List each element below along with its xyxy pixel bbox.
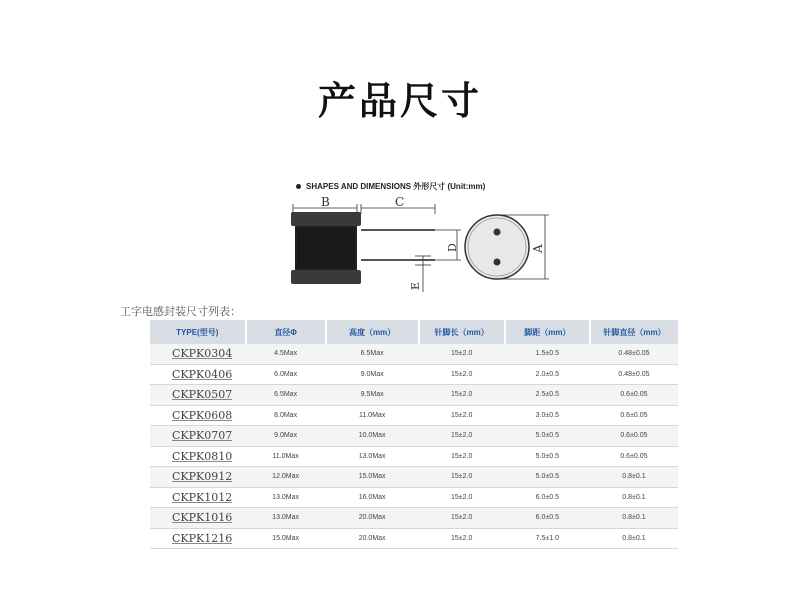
cell-pin-pitch: 6.0±0.5 [505, 508, 590, 529]
dimension-label-e: E [409, 281, 422, 290]
cell-pin-pitch: 6.0±0.5 [505, 487, 590, 508]
dimension-label-d: D [446, 243, 459, 252]
cell-diameter: 6.5Max [246, 385, 326, 406]
table-row [150, 364, 678, 385]
cell-pin-diameter: 0.6±0.05 [590, 405, 678, 426]
cell-diameter: 12.0Max [246, 467, 326, 488]
cell-height: 9.0Max [326, 364, 419, 385]
cell-pin-pitch: 7.5±1.0 [505, 528, 590, 549]
dimension-e [409, 256, 431, 292]
table-header-row [150, 320, 678, 344]
table-row [150, 344, 678, 364]
cell-height: 10.0Max [326, 426, 419, 447]
cell-diameter: 15.0Max [246, 528, 326, 549]
dimension-label-c: C [395, 195, 405, 209]
dimension-b [293, 195, 357, 214]
cell-pin-pitch: 1.5±0.5 [505, 344, 590, 364]
dimension-c [361, 195, 435, 214]
cell-type: CKPK1016 [150, 508, 246, 529]
cell-type: CKPK0406 [150, 364, 246, 385]
table-caption: 工字电感封装尺寸列表： [120, 305, 241, 318]
cell-pin-diameter: 0.8±0.1 [590, 508, 678, 529]
cell-pin-length: 15±2.0 [419, 385, 505, 406]
cell-diameter: 13.0Max [246, 487, 326, 508]
cell-pin-diameter: 0.48±0.05 [590, 364, 678, 385]
dimension-label-b: B [321, 195, 330, 209]
cell-pin-length: 15±2.0 [419, 446, 505, 467]
table-row [150, 426, 678, 447]
dimensions-heading-text: SHAPES AND DIMENSIONS 外形尺寸 (Unit:mm) [306, 182, 486, 191]
cell-pin-pitch: 2.0±0.5 [505, 364, 590, 385]
cell-diameter: 4.5Max [246, 344, 326, 364]
cell-height: 15.0Max [326, 467, 419, 488]
cell-pin-diameter: 0.48±0.05 [590, 344, 678, 364]
cell-type: CKPK1216 [150, 528, 246, 549]
cell-height: 20.0Max [326, 508, 419, 529]
cell-pin-pitch: 5.0±0.5 [505, 467, 590, 488]
column-header-pin-diameter: 针脚直径（mm） [590, 320, 678, 344]
table-row [150, 467, 678, 488]
spec-table [150, 320, 678, 549]
inductor-top-view [465, 215, 529, 279]
cell-type: CKPK0707 [150, 426, 246, 447]
cell-height: 9.5Max [326, 385, 419, 406]
cell-pin-length: 15±2.0 [419, 364, 505, 385]
cell-pin-length: 15±2.0 [419, 508, 505, 529]
cell-diameter: 8.0Max [246, 405, 326, 426]
dimension-diagram [285, 192, 555, 300]
inductor-side-view [291, 212, 435, 284]
column-header-height: 高度（mm） [326, 320, 419, 344]
cell-diameter: 13.0Max [246, 508, 326, 529]
cell-height: 20.0Max [326, 528, 419, 549]
column-header-diameter: 直径Φ [246, 320, 326, 344]
column-header-pin-pitch: 脚距（mm） [505, 320, 590, 344]
table-row [150, 405, 678, 426]
cell-pin-diameter: 0.8±0.1 [590, 487, 678, 508]
table-row [150, 487, 678, 508]
cell-type: CKPK0608 [150, 405, 246, 426]
cell-pin-diameter: 0.6±0.05 [590, 385, 678, 406]
column-header-type: TYPE(型号) [150, 320, 246, 344]
cell-pin-diameter: 0.8±0.1 [590, 528, 678, 549]
cell-pin-length: 15±2.0 [419, 528, 505, 549]
cell-diameter: 6.0Max [246, 364, 326, 385]
cell-type: CKPK0912 [150, 467, 246, 488]
cell-diameter: 9.0Max [246, 426, 326, 447]
cell-pin-pitch: 5.0±0.5 [505, 426, 590, 447]
cell-pin-length: 15±2.0 [419, 344, 505, 364]
cell-pin-diameter: 0.6±0.05 [590, 446, 678, 467]
dimension-label-a: A [531, 244, 545, 253]
cell-type: CKPK0304 [150, 344, 246, 364]
dimensions-heading [296, 181, 485, 192]
cell-pin-diameter: 0.8±0.1 [590, 467, 678, 488]
cell-pin-length: 15±2.0 [419, 426, 505, 447]
cell-type: CKPK0507 [150, 385, 246, 406]
cell-pin-pitch: 2.5±0.5 [505, 385, 590, 406]
table-row [150, 528, 678, 549]
cell-type: CKPK1012 [150, 487, 246, 508]
cell-height: 16.0Max [326, 487, 419, 508]
table-row [150, 508, 678, 529]
cell-pin-length: 15±2.0 [419, 467, 505, 488]
page-title: 产品尺寸 [317, 78, 482, 123]
cell-height: 13.0Max [326, 446, 419, 467]
table-row [150, 385, 678, 406]
column-header-pin-length: 针脚长（mm） [419, 320, 505, 344]
cell-pin-diameter: 0.6±0.05 [590, 426, 678, 447]
cell-height: 6.5Max [326, 344, 419, 364]
dimension-d [435, 230, 461, 260]
cell-type: CKPK0810 [150, 446, 246, 467]
cell-pin-pitch: 5.0±0.5 [505, 446, 590, 467]
cell-diameter: 11.0Max [246, 446, 326, 467]
table-row [150, 446, 678, 467]
bullet-icon [296, 184, 301, 189]
cell-pin-pitch: 3.0±0.5 [505, 405, 590, 426]
cell-height: 11.0Max [326, 405, 419, 426]
cell-pin-length: 15±2.0 [419, 487, 505, 508]
cell-pin-length: 15±2.0 [419, 405, 505, 426]
